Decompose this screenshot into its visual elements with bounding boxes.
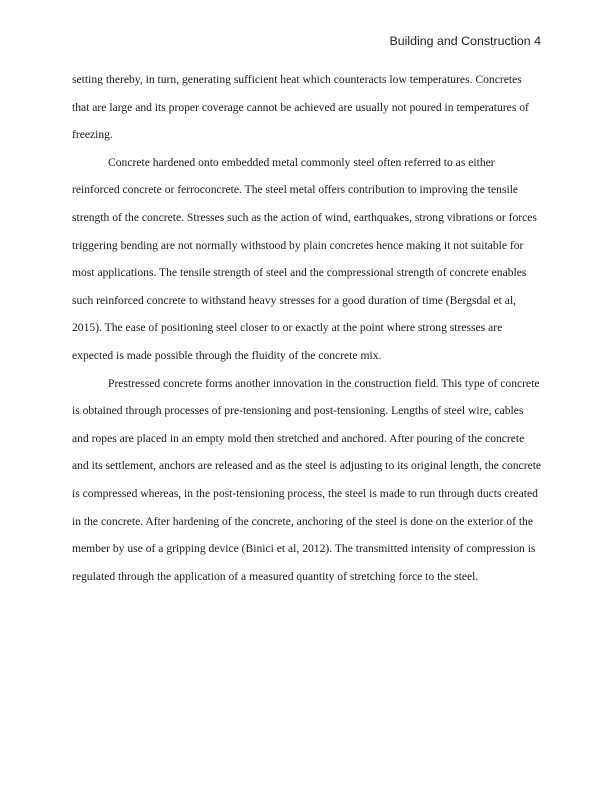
paragraph-continuation: setting thereby, in turn, generating sufficient heat which counteracts low temperatures. Concretes that are large and its proper coverage cannot be achieved are usually not poured in temperatures of freezing. xyxy=(72,73,529,142)
document-body xyxy=(72,66,542,590)
running-head: Building and Construction 4 xyxy=(389,34,541,48)
paragraph-reinforced-concrete: Concrete hardened onto embedded metal commonly steel often referred to as either reinforced concrete or ferroconcrete. The steel metal offers contribution to improving the tensile strength of the concrete. Stresses such as the action of wind, earthquakes, strong vibrations or forces triggering bending are not normally withstood by plain concretes hence making it not suitable for most applications. The tensile strength of steel and the compressional strength of concrete enables such reinforced concrete to withstand heavy stresses for a good duration of time (Bergsdal et al, 2015). The ease of positioning steel closer to or exactly at the point where strong stresses are expected is made possible through the fluidity of the concrete mix. xyxy=(72,155,537,362)
paragraph-prestressed-concrete: Prestressed concrete forms another innovation in the construction field. This type of concrete is obtained through processes of pre-tensioning and post-tensioning. Lengths of steel wire, cables and ropes are placed in an empty mold then stretched and anchored. After pouring of the concrete and its settlement, anchors are released and as the steel is adjusting to its original length, the concrete is compressed whereas, in the post-tensioning process, the steel is made to run through ducts created in the concrete. After hardening of the concrete, anchoring of the steel is done on the exterior of the member by use of a gripping device (Binici et al, 2012). The transmitted intensity of compression is regulated through the application of a measured quantity of stretching force to the steel. xyxy=(72,376,542,583)
